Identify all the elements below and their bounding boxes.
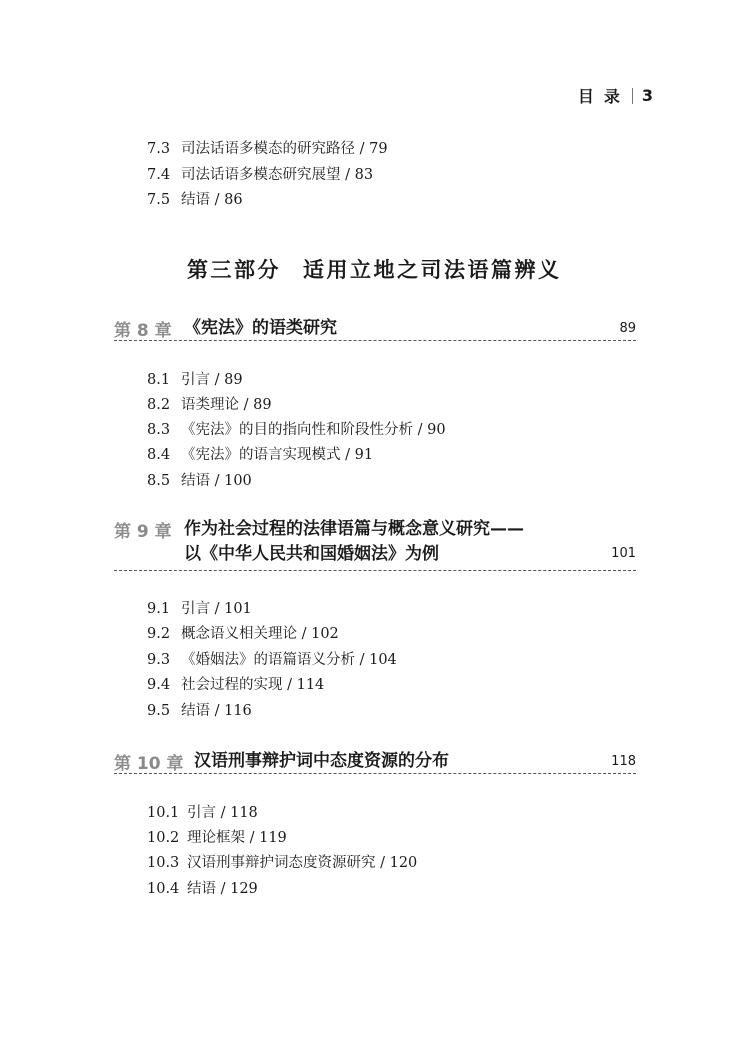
dashed-rule <box>114 340 636 341</box>
section-number: 10.4 <box>147 881 180 897</box>
section-number: 10.2 <box>147 830 180 846</box>
chapter-label: 第 9 章 <box>114 522 172 542</box>
section-text: 《宪法》的语言实现模式 / 91 <box>181 447 374 463</box>
toc-entry[interactable] <box>147 675 324 695</box>
toc-entry[interactable] <box>147 445 373 465</box>
section-number: 9.5 <box>147 703 171 719</box>
section-text: 结语 / 100 <box>181 473 252 489</box>
section-text: 《婚姻法》的语篇语义分析 / 104 <box>181 652 397 668</box>
section-text: 引言 / 101 <box>181 601 252 617</box>
chapter-label: 第 10 章 <box>114 754 184 774</box>
section-number: 7.5 <box>147 192 171 208</box>
section-number: 8.5 <box>147 473 171 489</box>
section-number: 7.4 <box>147 167 171 183</box>
section-text: 《宪法》的目的指向性和阶段性分析 / 90 <box>181 422 446 438</box>
section-text: 理论框架 / 119 <box>187 830 287 846</box>
toc-entry[interactable] <box>147 853 417 873</box>
section-text: 概念语义相关理论 / 102 <box>181 626 339 642</box>
section-number: 9.2 <box>147 626 171 642</box>
chapter-title: 《宪法》的语类研究 <box>184 318 337 338</box>
chapter-page-number: 89 <box>619 321 636 336</box>
toc-entry[interactable] <box>147 471 252 491</box>
section-number: 10.3 <box>147 855 180 871</box>
part-title <box>187 254 562 284</box>
chapter-heading[interactable] <box>114 749 636 775</box>
toc-entry[interactable] <box>147 650 397 670</box>
section-text: 汉语刑事辩护词态度资源研究 / 120 <box>187 855 418 871</box>
dashed-rule <box>114 570 636 571</box>
toc-entry[interactable] <box>147 139 388 159</box>
toc-entry[interactable] <box>147 701 252 721</box>
chapter-page-number: 118 <box>611 754 636 769</box>
toc-entry[interactable] <box>147 395 272 415</box>
running-head <box>578 84 653 107</box>
section-text: 引言 / 89 <box>181 372 243 388</box>
chapter-title: 汉语刑事辩护词中态度资源的分布 <box>194 751 449 771</box>
toc-entry[interactable] <box>147 828 287 848</box>
section-text: 语类理论 / 89 <box>181 397 272 413</box>
section-text: 引言 / 118 <box>187 805 258 821</box>
running-head-page-number: 3 <box>641 86 653 105</box>
chapter-heading[interactable] <box>114 316 636 342</box>
toc-entry[interactable] <box>147 599 252 619</box>
toc-entry[interactable] <box>147 190 243 210</box>
section-text: 社会过程的实现 / 114 <box>181 677 325 693</box>
running-head-title: 目录 <box>577 87 630 106</box>
section-number: 9.4 <box>147 677 171 693</box>
chapter-page-number: 101 <box>611 546 636 561</box>
section-number: 9.3 <box>147 652 171 668</box>
toc-entry[interactable] <box>147 165 373 185</box>
part-label: 第三部分 <box>187 257 281 282</box>
section-number: 8.2 <box>147 397 171 413</box>
running-head-divider <box>632 88 633 104</box>
section-number: 7.3 <box>147 141 171 157</box>
toc-entry[interactable] <box>147 370 243 390</box>
section-text: 结语 / 86 <box>181 192 243 208</box>
section-number: 8.3 <box>147 422 171 438</box>
section-number: 8.4 <box>147 447 171 463</box>
dashed-rule <box>114 773 636 774</box>
part-name: 适用立地之司法语篇辨义 <box>303 257 562 282</box>
toc-entry[interactable] <box>147 803 258 823</box>
section-number: 9.1 <box>147 601 171 617</box>
toc-entry[interactable] <box>147 420 446 440</box>
toc-entry[interactable] <box>147 879 258 899</box>
section-number: 8.1 <box>147 372 171 388</box>
section-text: 结语 / 116 <box>181 703 252 719</box>
section-number: 10.1 <box>147 805 180 821</box>
chapter-label: 第 8 章 <box>114 321 172 341</box>
section-text: 司法话语多模态的研究路径 / 79 <box>181 141 388 157</box>
section-text: 结语 / 129 <box>187 881 258 897</box>
chapter-title-line: 作为社会过程的法律语篇与概念意义研究—— <box>184 519 524 539</box>
toc-entry[interactable] <box>147 624 339 644</box>
chapter-heading[interactable] <box>114 517 636 573</box>
chapter-title-line: 以《中华人民共和国婚姻法》为例 <box>184 544 439 564</box>
section-text: 司法话语多模态研究展望 / 83 <box>181 167 374 183</box>
